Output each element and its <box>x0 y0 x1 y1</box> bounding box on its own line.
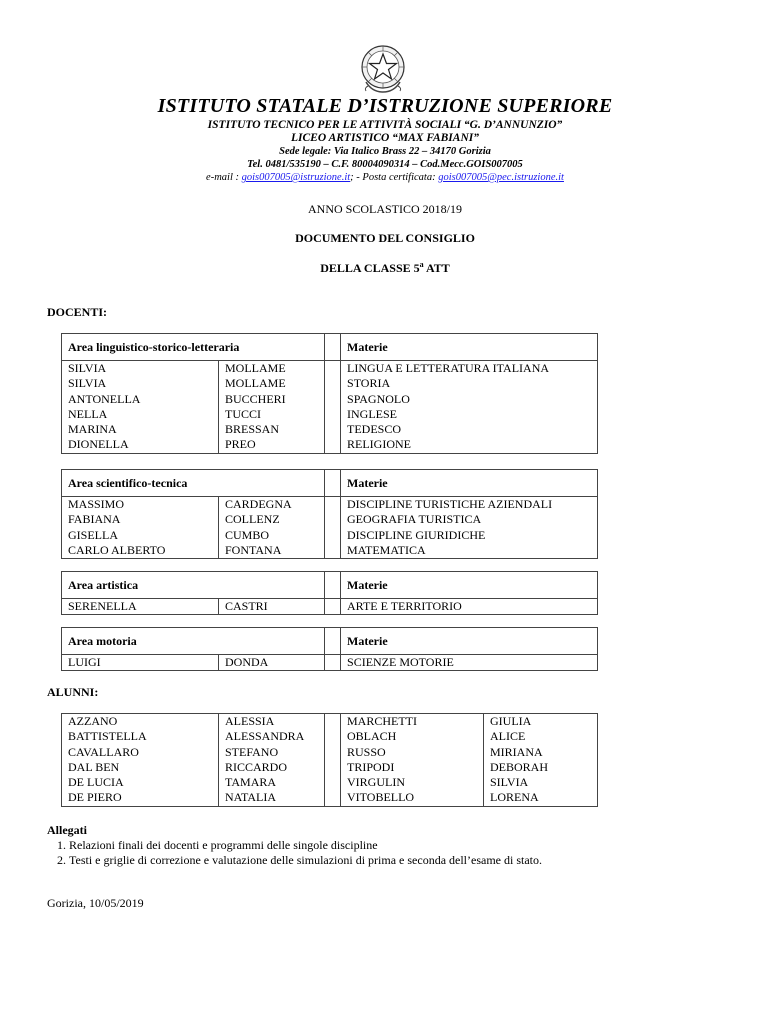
teacher-first-name: FABIANA <box>62 512 219 527</box>
institute-subtitle-technical: ISTITUTO TECNICO PER LE ATTIVITÀ SOCIALI “G. D’ANNUNZIO” <box>207 119 563 131</box>
materie-header: Materie <box>341 334 598 361</box>
student-name: ALICE <box>484 729 598 744</box>
teacher-row <box>62 407 598 422</box>
materie-header: Materie <box>341 470 598 497</box>
teacher-first-name: NELLA <box>62 407 219 422</box>
teacher-subject: STORIA <box>341 376 598 391</box>
teacher-last-name: MOLLAME <box>219 376 325 391</box>
pec-email-link[interactable]: gois007005@pec.istruzione.it <box>438 172 564 183</box>
institute-email-line <box>0 172 770 183</box>
allegati-item: 2. Testi e griglie di correzione e valutazione delle simulazioni di prima e seconda dell’esame di stato. <box>69 853 542 868</box>
teacher-subject: MATEMATICA <box>341 543 598 559</box>
teacher-row <box>62 422 598 437</box>
docenti-area-table <box>61 627 598 671</box>
allegati-list <box>47 838 542 868</box>
student-row <box>62 714 598 730</box>
student-name: TAMARA <box>219 775 325 790</box>
student-surname: VIRGULIN <box>341 775 484 790</box>
school-year: ANNO SCOLASTICO 2018/19 <box>307 202 462 216</box>
column-gap <box>325 775 341 790</box>
teacher-first-name: MASSIMO <box>62 497 219 513</box>
teacher-last-name: CARDEGNA <box>219 497 325 513</box>
docenti-area-table <box>61 571 598 615</box>
column-gap <box>325 543 341 559</box>
student-row <box>62 729 598 744</box>
student-surname: OBLACH <box>341 729 484 744</box>
student-surname: VITOBELLO <box>341 790 484 806</box>
teacher-subject: SPAGNOLO <box>341 392 598 407</box>
teacher-first-name: SILVIA <box>62 361 219 377</box>
column-gap <box>325 745 341 760</box>
docenti-area-table <box>61 333 598 454</box>
alunni-label: ALUNNI: <box>47 685 99 699</box>
teacher-last-name: CASTRI <box>219 599 325 615</box>
student-row <box>62 790 598 806</box>
teacher-last-name: MOLLAME <box>219 361 325 377</box>
alunni-table <box>61 713 598 807</box>
column-gap <box>325 334 341 361</box>
class-title <box>0 261 770 276</box>
student-name: SILVIA <box>484 775 598 790</box>
teacher-last-name: PREO <box>219 437 325 453</box>
student-name: ALESSANDRA <box>219 729 325 744</box>
column-gap <box>325 437 341 453</box>
docenti-area-table <box>61 469 598 559</box>
teacher-row <box>62 655 598 671</box>
materie-header: Materie <box>341 572 598 599</box>
student-name: STEFANO <box>219 745 325 760</box>
teacher-row <box>62 361 598 377</box>
student-surname: BATTISTELLA <box>62 729 219 744</box>
italian-republic-emblem-icon <box>358 42 408 94</box>
column-gap <box>325 376 341 391</box>
teacher-subject: DISCIPLINE TURISTICHE AZIENDALI <box>341 497 598 513</box>
teacher-first-name: LUIGI <box>62 655 219 671</box>
teacher-row <box>62 512 598 527</box>
area-name: Area linguistico-storico-letteraria <box>62 334 325 361</box>
student-row <box>62 760 598 775</box>
institute-title: ISTITUTO STATALE D’ISTRUZIONE SUPERIORE <box>157 95 613 117</box>
area-name: Area motoria <box>62 628 325 655</box>
column-gap <box>325 628 341 655</box>
area-name: Area artistica <box>62 572 325 599</box>
column-gap <box>325 729 341 744</box>
column-gap <box>325 497 341 513</box>
teacher-first-name: SILVIA <box>62 376 219 391</box>
student-surname: CAVALLARO <box>62 745 219 760</box>
column-gap <box>325 655 341 671</box>
allegati-section <box>47 823 542 868</box>
teacher-row <box>62 543 598 559</box>
teacher-subject: TEDESCO <box>341 422 598 437</box>
column-gap <box>325 714 341 730</box>
teacher-last-name: CUMBO <box>219 528 325 543</box>
student-surname: AZZANO <box>62 714 219 730</box>
teacher-subject: SCIENZE MOTORIE <box>341 655 598 671</box>
teacher-first-name: GISELLA <box>62 528 219 543</box>
student-row <box>62 775 598 790</box>
teacher-last-name: COLLENZ <box>219 512 325 527</box>
student-surname: DAL BEN <box>62 760 219 775</box>
teacher-first-name: SERENELLA <box>62 599 219 615</box>
student-row <box>62 745 598 760</box>
docenti-label: DOCENTI: <box>47 305 108 319</box>
student-name: DEBORAH <box>484 760 598 775</box>
allegati-item: 1. Relazioni finali dei docenti e programmi delle singole discipline <box>69 838 542 853</box>
teacher-first-name: ANTONELLA <box>62 392 219 407</box>
email-prefix: e-mail : <box>206 172 242 183</box>
pec-prefix: ; - Posta certificata: <box>350 172 439 183</box>
teacher-row <box>62 528 598 543</box>
column-gap <box>325 790 341 806</box>
class-superscript: a <box>419 260 424 269</box>
column-gap <box>325 512 341 527</box>
teacher-row <box>62 497 598 513</box>
teacher-last-name: FONTANA <box>219 543 325 559</box>
area-name: Area scientifico-tecnica <box>62 470 325 497</box>
allegati-heading: Allegati <box>47 823 87 837</box>
column-gap <box>325 422 341 437</box>
student-surname: DE PIERO <box>62 790 219 806</box>
teacher-row <box>62 599 598 615</box>
teacher-subject: ARTE E TERRITORIO <box>341 599 598 615</box>
student-surname: MARCHETTI <box>341 714 484 730</box>
student-surname: DE LUCIA <box>62 775 219 790</box>
teacher-row <box>62 376 598 391</box>
student-name: NATALIA <box>219 790 325 806</box>
column-gap <box>325 407 341 422</box>
teacher-last-name: DONDA <box>219 655 325 671</box>
teacher-first-name: MARINA <box>62 422 219 437</box>
teacher-subject: DISCIPLINE GIURIDICHE <box>341 528 598 543</box>
teacher-last-name: TUCCI <box>219 407 325 422</box>
teacher-first-name: DIONELLA <box>62 437 219 453</box>
teacher-row <box>62 437 598 453</box>
email-link[interactable]: gois007005@istruzione.it <box>241 172 351 183</box>
column-gap <box>325 392 341 407</box>
class-suffix: ATT <box>423 261 450 275</box>
materie-header: Materie <box>341 628 598 655</box>
student-surname: RUSSO <box>341 745 484 760</box>
student-name: RICCARDO <box>219 760 325 775</box>
student-name: GIULIA <box>484 714 598 730</box>
teacher-subject: LINGUA E LETTERATURA ITALIANA <box>341 361 598 377</box>
student-surname: TRIPODI <box>341 760 484 775</box>
student-name: LORENA <box>484 790 598 806</box>
teacher-row <box>62 392 598 407</box>
place-date: Gorizia, 10/05/2019 <box>47 896 144 910</box>
student-name: MIRIANA <box>484 745 598 760</box>
column-gap <box>325 361 341 377</box>
institute-subtitle-artistic: LICEO ARTISTICO “MAX FABIANI” <box>290 132 479 144</box>
column-gap <box>325 599 341 615</box>
institute-contacts: Tel. 0481/535190 – C.F. 80004090314 – Cod.Mecc.GOIS007005 <box>247 159 523 170</box>
column-gap <box>325 528 341 543</box>
teacher-last-name: BRESSAN <box>219 422 325 437</box>
class-prefix: DELLA CLASSE 5 <box>320 261 420 275</box>
teacher-first-name: CARLO ALBERTO <box>62 543 219 559</box>
teacher-subject: RELIGIONE <box>341 437 598 453</box>
column-gap <box>325 572 341 599</box>
teacher-subject: INGLESE <box>341 407 598 422</box>
institute-address: Sede legale: Via Italico Brass 22 – 34170 Gorizia <box>279 146 491 157</box>
column-gap <box>325 470 341 497</box>
teacher-last-name: BUCCHERI <box>219 392 325 407</box>
column-gap <box>325 760 341 775</box>
document-title: DOCUMENTO DEL CONSIGLIO <box>295 231 475 245</box>
student-name: ALESSIA <box>219 714 325 730</box>
teacher-subject: GEOGRAFIA TURISTICA <box>341 512 598 527</box>
